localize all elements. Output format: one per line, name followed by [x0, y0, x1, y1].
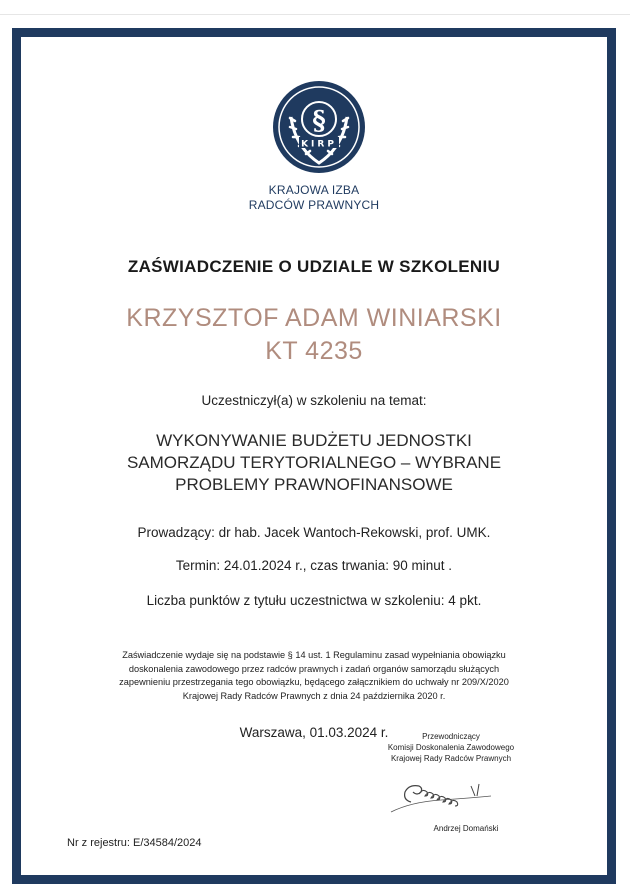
term: Termin: 24.01.2024 r., czas trwania: 90 minut .: [175, 558, 453, 573]
logo-text: KIRP: [301, 139, 337, 150]
topic-line-2: SAMORZĄDU TERYTORIALNEGO – WYBRANE: [126, 453, 502, 472]
participated-text: Uczestniczył(a) w szkoleniu na temat:: [201, 393, 427, 408]
legal-basis: [81, 649, 547, 703]
points: Liczba punktów z tytułu uczestnictwa w szkoleniu: 4 pkt.: [146, 593, 482, 608]
legal-line-1: Zaświadczenie wydaje się na podstawie § 14 ust. 1 Regulaminu zasad wypełniania obowiązku: [122, 650, 506, 660]
legal-line-4: Krajowej Rady Radców Prawnych z dnia 24 października 2020 r.: [182, 690, 446, 701]
topic-line-3: PROBLEMY PRAWNOFINANSOWE: [175, 475, 453, 494]
top-bar: [0, 0, 630, 15]
kirp-logo-icon: [269, 77, 369, 177]
signature-icon: [381, 772, 501, 822]
signatory-name: Andrzej Domański: [433, 824, 499, 833]
certificate-title: ZAŚWIADCZENIE O UDZIALE W SZKOLENIU: [127, 257, 501, 276]
participant-id: KT 4235: [265, 337, 363, 365]
organization-name-line1: KRAJOWA IZBA: [268, 183, 360, 197]
signatory-role-line2: Komisji Doskonalenia Zawodowego: [387, 743, 515, 752]
lecturer: Prowadzący: dr hab. Jacek Wantoch-Rekowski, prof. UMK.: [137, 525, 491, 540]
signatory-role-line3: Krajowej Rady Radców Prawnych: [390, 754, 512, 763]
participant-name: KRZYSZTOF ADAM WINIARSKI: [126, 304, 502, 332]
place-date: Warszawa, 01.03.2024 r.: [239, 725, 389, 740]
legal-line-3: zapewnieniu przestrzegania tego obowiązku, będącego załącznikiem do uchwały nr 209/X/2020: [119, 677, 509, 687]
topic-line-1: WYKONYWANIE BUDŻETU JEDNOSTKI: [156, 431, 472, 450]
signatory-role: [361, 731, 541, 764]
signatory-role-line1: Przewodniczący: [422, 732, 480, 741]
registry-number: Nr z rejestru: E/34584/2024: [67, 837, 202, 849]
legal-line-2: doskonalenia zawodowego przez radców prawnych i zadań organów samorządu służących: [128, 663, 500, 674]
svg-text:§: §: [312, 106, 326, 136]
organization-name-line2: RADCÓW PRAWNYCH: [248, 198, 380, 212]
certificate-frame: [12, 28, 616, 884]
